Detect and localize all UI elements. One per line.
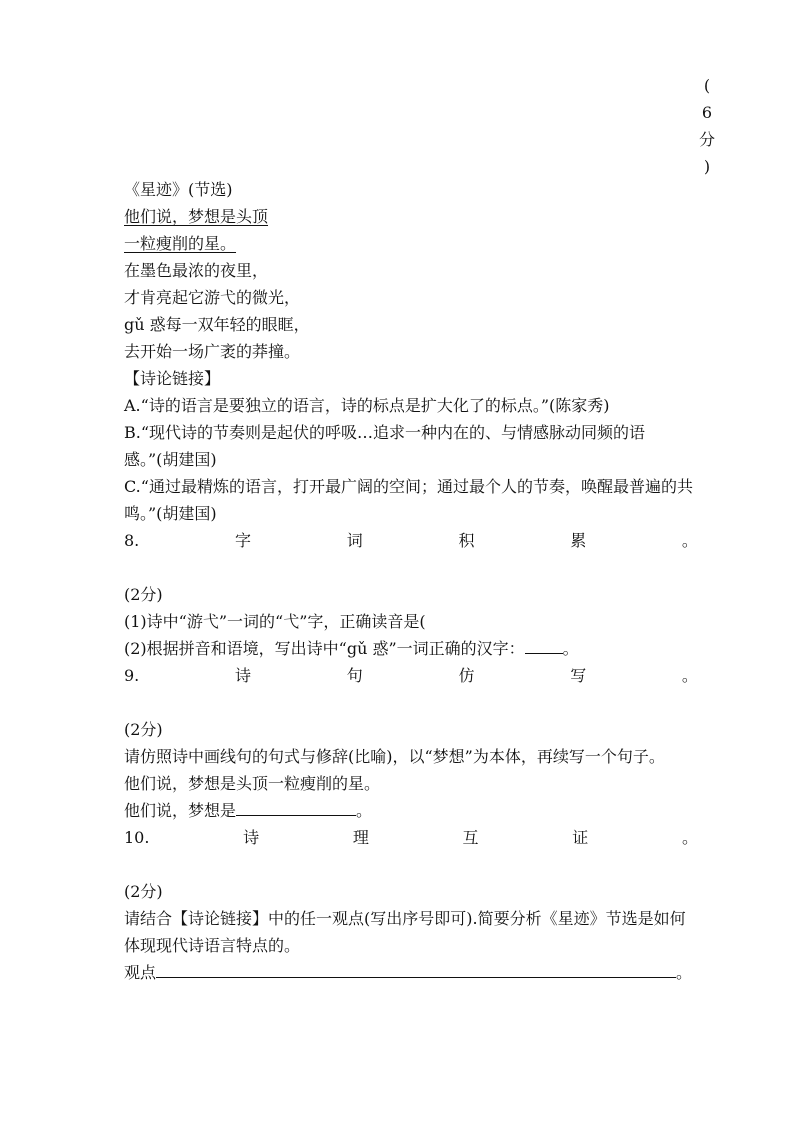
poem-underlined-line: 他们说，梦想是头顶 <box>124 207 269 226</box>
q8-heading-char: 积 <box>458 531 475 550</box>
q10-score: (2分) <box>124 882 163 901</box>
poem-line: 去开始一场广袤的莽撞。 <box>124 342 301 361</box>
q9-heading-char: 诗 <box>234 666 251 685</box>
q10-answer-blank[interactable] <box>156 961 676 978</box>
q9-heading-char: 。 <box>681 666 698 685</box>
q10-prompt: 请结合【诗论链接】中的任一观点(写出序号即可).简要分析《星迹》节选是如何体现现代诗语言特点的。 <box>124 909 686 955</box>
q10-heading <box>124 824 698 851</box>
vertical-score-label <box>697 72 717 180</box>
q10-heading-char: 诗 <box>243 828 260 847</box>
poem-line: 在墨色最浓的夜里， <box>124 261 269 280</box>
q9-heading-char: 句 <box>346 666 363 685</box>
score-char: 分 <box>698 130 715 149</box>
poem-line: 才肯亮起它游弋的微光， <box>124 288 301 307</box>
q8-number: 8. <box>124 531 140 550</box>
q10-answer <box>124 959 698 986</box>
q8-answer-blank[interactable] <box>525 637 563 654</box>
q8-heading-char: 累 <box>570 531 587 550</box>
poem-underlined-line: 一粒瘦削的星。 <box>124 234 237 253</box>
link-item-b: B.“现代诗的节奏则是起伏的呼吸…追求一种内在的、与情感脉动同频的语感。”(胡建国) <box>124 423 646 469</box>
score-char: ) <box>703 157 711 176</box>
q9-answer <box>124 797 698 824</box>
document-body <box>124 176 698 986</box>
q10-heading-char: 理 <box>352 828 369 847</box>
q9-answer-blank[interactable] <box>236 799 356 816</box>
q10-answer-end: 。 <box>676 963 693 982</box>
q9-number: 9. <box>124 666 140 685</box>
q8-sub2-end: 。 <box>562 639 579 658</box>
q10-answer-prefix: 观点 <box>124 963 157 982</box>
q10-heading-char: 。 <box>681 828 698 847</box>
q10-heading-char: 互 <box>462 828 479 847</box>
q8-heading-char: 词 <box>346 531 363 550</box>
link-heading: 【诗论链接】 <box>124 369 221 388</box>
q8-heading-char: 字 <box>234 531 251 550</box>
q8-score: (2分) <box>124 585 163 604</box>
q9-answer-prefix: 他们说，梦想是 <box>124 801 237 820</box>
link-item-c: C.“通过最精炼的语言，打开最广阔的空间；通过最个人的节奏，唤醒最普遍的共鸣。”(胡建国) <box>124 477 693 523</box>
poem-line: gǔ 惑每一双年轻的眼眶， <box>124 315 310 334</box>
q9-example: 他们说，梦想是头顶一粒瘦削的星。 <box>124 774 381 793</box>
q9-heading <box>124 662 698 689</box>
q9-prompt: 请仿照诗中画线句的句式与修辞(比喻)，以“梦想”为本体，再续写一个句子。 <box>124 747 665 766</box>
q9-heading-char: 仿 <box>458 666 475 685</box>
q8-sub1: (1)诗中“游弋”一词的“弋”字，正确读音是( <box>124 612 426 631</box>
q9-heading-char: 写 <box>570 666 587 685</box>
q8-sub2 <box>124 635 698 662</box>
link-item-a: A.“诗的语言是要独立的语言，诗的标点是扩大化了的标点。”(陈家秀) <box>124 396 610 415</box>
poem-title: 《星迹》(节选) <box>124 180 233 199</box>
q8-heading-char: 。 <box>681 531 698 550</box>
q9-score: (2分) <box>124 720 163 739</box>
q8-sub2-text: (2)根据拼音和语境，写出诗中“gǔ 惑”一词正确的汉字： <box>124 639 525 658</box>
q9-answer-end: 。 <box>356 801 373 820</box>
score-char: 6 <box>701 103 713 122</box>
score-char: ( <box>703 76 711 95</box>
q10-number: 10. <box>124 828 150 847</box>
q8-heading <box>124 527 698 554</box>
q10-heading-char: 证 <box>572 828 589 847</box>
